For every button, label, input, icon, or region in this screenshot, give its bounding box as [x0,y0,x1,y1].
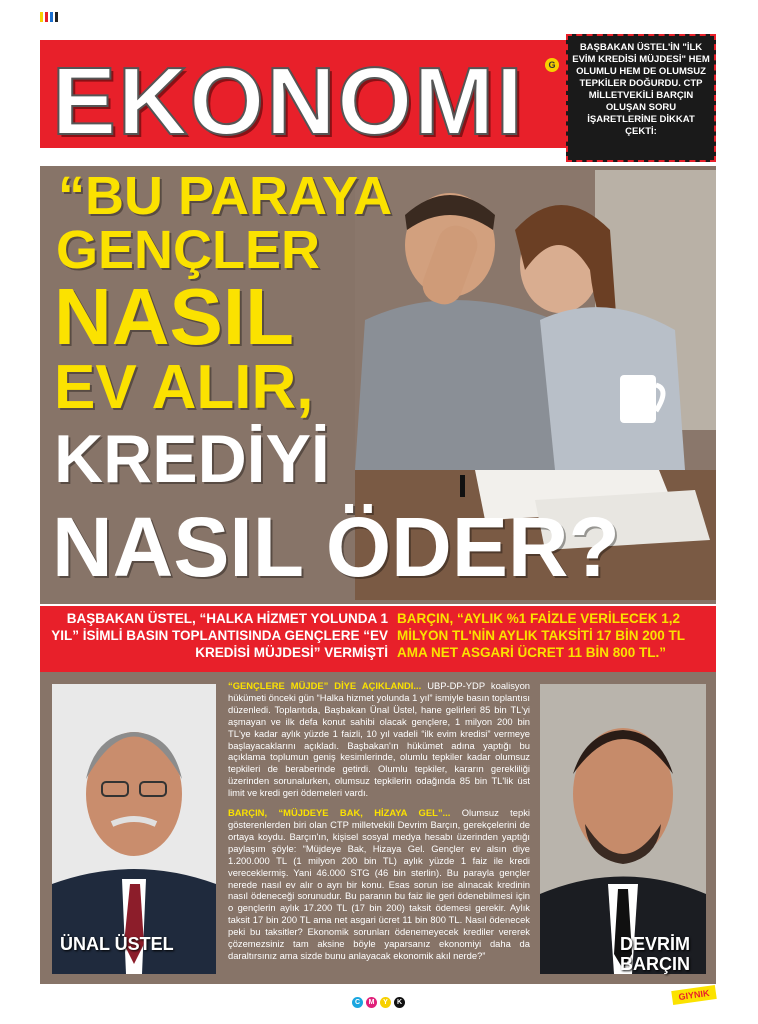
paragraph-1-lead: “GENÇLERE MÜJDE” DİYE AÇIKLANDI... [228,680,422,691]
masthead-title: EKONOMI [52,48,525,155]
photo-devrim-barcin [540,684,706,974]
paragraph-1-body: UBP-DP-YDP koalisyon hükümeti önceki gün “Halka hizmet yolunda 1 yıl” ismiyle basın toplantısı düzenledi. Toplantıda, Başbakan Ünal Üstel, hane gelirleri 85 bin TL'yi aşmayan ve ilk defa konut sahibi olacak gençlere, 1 milyon 200 bin TL'ye kadar aylık yüzde 1 faizli, 10 yıl vadeli “ilk evim kredisi” vermeye başlayacaklarını açıkladı. Başbakan'ın hükümet adına yaptığı bu açıklama toplumun geniş kesimlerinde, olumlu tepkiler kadar olumsuz tepkileri de beraberinde getirdi. Olumlu tepkiler, kararın gerekliliği üzerinden sorunalurken, olumsuz tepkilerin odağında 85 bin TL'lik üst limit ve kredi geri ödemeleri vardı. [228,680,530,799]
registration-marks [40,12,58,22]
website-link[interactable]: www.giynikgazetesi.com [454,153,541,163]
headline-line-1: “BU PARAYA [58,166,393,226]
cmyk-m-mark: M [366,997,377,1008]
issue-number: Sayı: 329 [194,153,228,163]
banner-left-text: BAŞBAKAN ÜSTEL, “HALKA HİZMET YOLUNDA 1 YIL” İSİMLİ BASIN TOPLANTISINDA GENÇLERE “EV KREDİSİ MÜJDESİ” VERMİŞTİ [51,611,388,660]
paper-type: Günlük Gazete [348,153,402,163]
headline-line-5: KREDİYİ [54,421,330,497]
cmyk-k-mark: K [394,997,405,1008]
article-paragraph-2 [228,807,530,962]
caption-left: ÜNAL ÜSTEL [60,934,174,954]
caption-right: DEVRİM BARÇIN [620,934,691,974]
header-note: BAŞBAKAN ÜSTEL'İN "İLK EVİM KREDİSİ MÜJDESİ" HEM OLUMLU HEM DE OLUMSUZ TEPKİLER DOĞURDU. CTP MİLLETVEKİLİ BARÇIN OLUŞAN SORU İŞARETLERİNE DİKKAT ÇEKTİ: [572,42,710,137]
brand-logo-icon: G [545,58,559,72]
paragraph-2-body: Olumsuz tepki gösterenlerden biri olan CTP milletvekili Devrim Barçın, gerekçelerini de ortaya koydu. Barçın'ın, kişisel sosyal medya hesabı üzerinden yaptığı paylaşım şöyle: “Müjdeye Bak, Hizaya Gel. Gençler ev alsın diye 1.200.000 TL (1 milyon 200 bin TL) aylık yüzde 1 faiz ile kredi vereceklermiş. Yani 46.000 STG (46 bin sterlin). Bu parayla gençler nerede nasıl ev alır o ayrı bir konu. Esas sorun ise alınacak kredinin nasıl ödeneceği sorunudur. Bu paranın bu faiz ile geri ödenebilmesi için o gençlerin aylık 17.200 TL (17 bin 200) taksit ödemesi gerekir. Aylık taksit 17 bin 200 TL ama net asgari ücret 11 bin 800 TL. Nasıl ödenecek peki bu taksitler? Ekonomik sorunları ödenemeyecek krediler vererek çözemezsiniz tam aksine böyle yaparsanız ekonomiyi daha da daraltırsınız ama sizde bunu anlayacak ekonomik akıl nerde?” [228,807,530,961]
paragraph-2-lead: BARÇIN, “MÜJDEYE BAK, HİZAYA GEL”... [228,807,451,819]
footer-brand-logo: GIYNIK [671,985,717,1005]
headline-line-6: NASIL ÖDER? [52,500,620,594]
headline-line-4: EV ALIR, [54,353,314,422]
article-paragraph-1 [228,680,530,799]
cmyk-c-mark: C [352,997,363,1008]
issue-date: 12 Mayıs 2023 Cuma [52,153,129,163]
masthead-info-bar [52,150,552,166]
article-body [228,680,530,970]
cmyk-y-mark: Y [380,997,391,1008]
issue-year: Yıl: 1 [270,153,289,163]
banner-right-text: BARÇIN, “AYLIK %1 FAİZLE VERİLECEK 1,2 MİLYON TL'NİN AYLIK TAKSİTİ 17 BİN 200 TL AMA NET ASGARİ ÜCRET 11 BİN 800 TL.” [397,611,685,660]
photo-unal-ustel [52,684,216,974]
headline-line-3: NASIL [54,272,294,361]
cmyk-marks [352,997,405,1008]
headline-line-2: GENÇLER [56,220,321,280]
